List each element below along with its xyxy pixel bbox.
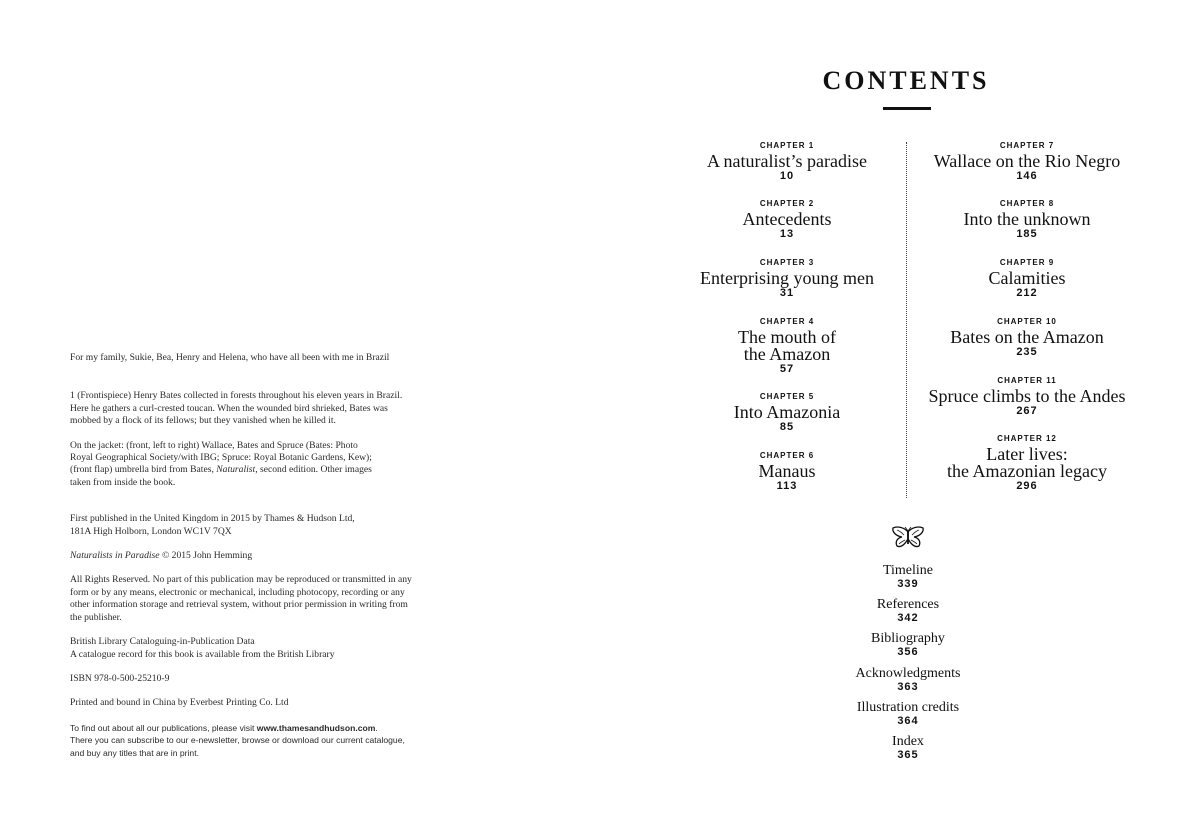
toc-entry-chapter-3[interactable] (687, 258, 887, 300)
back-matter-title: Index (892, 734, 924, 749)
heading-rule (883, 107, 931, 110)
publisher-notice-line: There you can subscribe to our e-newsletter, browse or download our current catalogue, (70, 735, 405, 746)
publisher-notice-text: . (375, 722, 378, 733)
chapter-label: CHAPTER 6 (759, 451, 815, 460)
chapter-title: Into Amazonia (733, 402, 841, 422)
chapter-label: CHAPTER 2 (759, 199, 815, 208)
chapter-label: CHAPTER 1 (759, 141, 815, 150)
publisher-notice-line: and buy any titles that are in print. (70, 747, 199, 758)
chapter-title: Wallace on the Rio Negro (933, 151, 1121, 171)
jacket-line: Royal Geographical Society/with IBG; Spruce: Royal Botanic Gardens, Kew); (70, 452, 372, 464)
page-number: 356 (897, 646, 919, 658)
chapter-title: The mouth of (738, 327, 836, 347)
chapter-title: Antecedents (742, 209, 832, 229)
chapter-label: CHAPTER 12 (997, 434, 1057, 443)
frontispiece-line: Here he gathers a curl-crested toucan. When the wounded bird shrieked, Bates was (70, 402, 388, 414)
chapter-title: A naturalist’s paradise (707, 151, 867, 171)
toc-entry-chapter-12[interactable] (927, 434, 1127, 493)
chapter-title: Calamities (988, 268, 1066, 288)
toc-entry-chapter-7[interactable] (927, 141, 1127, 183)
toc-entry-chapter-6[interactable] (687, 451, 887, 493)
rights-line: All Rights Reserved. No part of this publication may be reproduced or transmitted in any (70, 574, 412, 586)
toc-entry-chapter-1[interactable] (687, 141, 887, 183)
toc-entry-timeline[interactable] (808, 563, 1008, 591)
chapter-label: CHAPTER 7 (999, 141, 1055, 150)
chapter-label: CHAPTER 5 (759, 392, 815, 401)
toc-entry-acknowledgments[interactable] (808, 666, 1008, 694)
rights-line: other information storage and retrieval system, without prior permission in writing from (70, 599, 408, 611)
page-number: 146 (1016, 170, 1038, 182)
jacket-text: (front flap) umbrella bird from Bates, (70, 464, 217, 476)
toc-entry-bibliography[interactable] (808, 631, 1008, 659)
chapter-label: CHAPTER 9 (999, 258, 1055, 267)
jacket-text: , second edition. Other images (255, 464, 372, 476)
chapter-label: CHAPTER 4 (759, 317, 815, 326)
jacket-line: On the jacket: (front, left to right) Wallace, Bates and Spruce (Bates: Photo (70, 439, 358, 451)
toc-entry-chapter-10[interactable] (927, 317, 1127, 359)
first-published-line: First published in the United Kingdom in 2015 by Thames & Hudson Ltd, (70, 513, 355, 525)
book-title-italic: Naturalists in Paradise (70, 550, 160, 562)
page-number: 364 (897, 715, 919, 727)
back-matter-title: References (876, 597, 940, 612)
chapter-label: CHAPTER 8 (999, 199, 1055, 208)
page-number: 10 (779, 170, 795, 182)
toc-entry-chapter-9[interactable] (927, 258, 1127, 300)
toc-entry-index[interactable] (808, 734, 1008, 762)
colophon (70, 352, 450, 759)
back-matter-title: Bibliography (871, 631, 945, 646)
publisher-notice-line (70, 722, 450, 734)
chapter-title: Spruce climbs to the Andes (928, 386, 1126, 406)
cip-line: British Library Cataloguing-in-Publication Data (70, 636, 255, 648)
dedication: For my family, Sukie, Bea, Henry and Helena, who have all been with me in Brazil (70, 352, 390, 363)
chapter-title: Into the unknown (963, 209, 1091, 229)
page-number: 185 (1016, 228, 1038, 240)
butterfly-icon (891, 526, 925, 550)
printer-line: Printed and bound in China by Everbest Printing Co. Ltd (70, 697, 289, 709)
frontispiece-line: mobbed by a flock of its fellows; but they vanished when he killed it. (70, 415, 336, 427)
chapter-title: Later lives: (986, 444, 1068, 464)
page-number: 363 (897, 681, 919, 693)
rights-line: the publisher. (70, 611, 122, 623)
page-number: 365 (897, 749, 919, 761)
frontispiece-line: 1 (Frontispiece) Henry Bates collected in forests throughout his eleven years in Brazil. (70, 390, 403, 402)
chapter-title: Manaus (758, 461, 816, 481)
jacket-line (70, 464, 450, 476)
rights-notice (70, 574, 450, 624)
chapter-label: CHAPTER 10 (997, 317, 1057, 326)
back-matter-title: Acknowledgments (855, 666, 961, 681)
contents-heading: CONTENTS (822, 66, 990, 95)
rights-line: form or by any means, electronic or mechanical, including photocopy, recording or any (70, 586, 405, 598)
chapter-title: the Amazon (743, 344, 831, 364)
jacket-italic-title: Naturalist (216, 464, 256, 476)
isbn: ISBN 978-0-500-25210-9 (70, 672, 170, 684)
chapter-label: CHAPTER 3 (759, 258, 815, 267)
back-matter-title: Timeline (882, 563, 934, 578)
toc-entry-chapter-4[interactable] (687, 317, 887, 376)
page-number: 113 (776, 480, 798, 492)
jacket-credits (70, 440, 450, 490)
chapter-label: CHAPTER 11 (997, 376, 1057, 385)
first-published (70, 513, 450, 538)
chapter-title: the Amazonian legacy (947, 461, 1107, 481)
chapter-title: Bates on the Amazon (950, 327, 1104, 347)
copyright-text: © 2015 John Hemming (159, 550, 253, 562)
cip-line: A catalogue record for this book is available from the British Library (70, 648, 335, 660)
toc-entry-chapter-11[interactable] (927, 376, 1127, 418)
toc-entry-chapter-2[interactable] (687, 199, 887, 241)
page-number: 339 (897, 578, 919, 590)
toc-entry-chapter-5[interactable] (687, 392, 887, 434)
page-number: 212 (1016, 287, 1038, 299)
page-number: 342 (897, 612, 919, 624)
jacket-line: taken from inside the book. (70, 476, 176, 488)
toc-entry-chapter-8[interactable] (927, 199, 1127, 241)
page-number: 31 (779, 287, 795, 299)
back-matter-title: Illustration credits (856, 700, 960, 715)
chapter-title: Enterprising young men (700, 268, 874, 288)
copyright-line (70, 550, 450, 562)
publisher-notice-text: To find out about all our publications, please visit (70, 722, 257, 733)
frontispiece-caption (70, 390, 450, 427)
first-published-line: 181A High Holborn, London WC1V 7QX (70, 525, 232, 537)
toc-entry-references[interactable] (808, 597, 1008, 625)
page-number: 57 (779, 363, 795, 375)
british-library-data (70, 636, 450, 661)
page-number: 296 (1016, 480, 1038, 492)
page-number: 13 (779, 228, 795, 240)
page-number: 85 (779, 421, 795, 433)
column-divider (906, 142, 907, 498)
toc-entry-illustration-credits[interactable] (808, 700, 1008, 728)
publisher-website-link[interactable]: www.thamesandhudson.com (256, 722, 376, 733)
page-number: 235 (1016, 346, 1038, 358)
publisher-notice (70, 722, 450, 759)
page-number: 267 (1016, 405, 1038, 417)
